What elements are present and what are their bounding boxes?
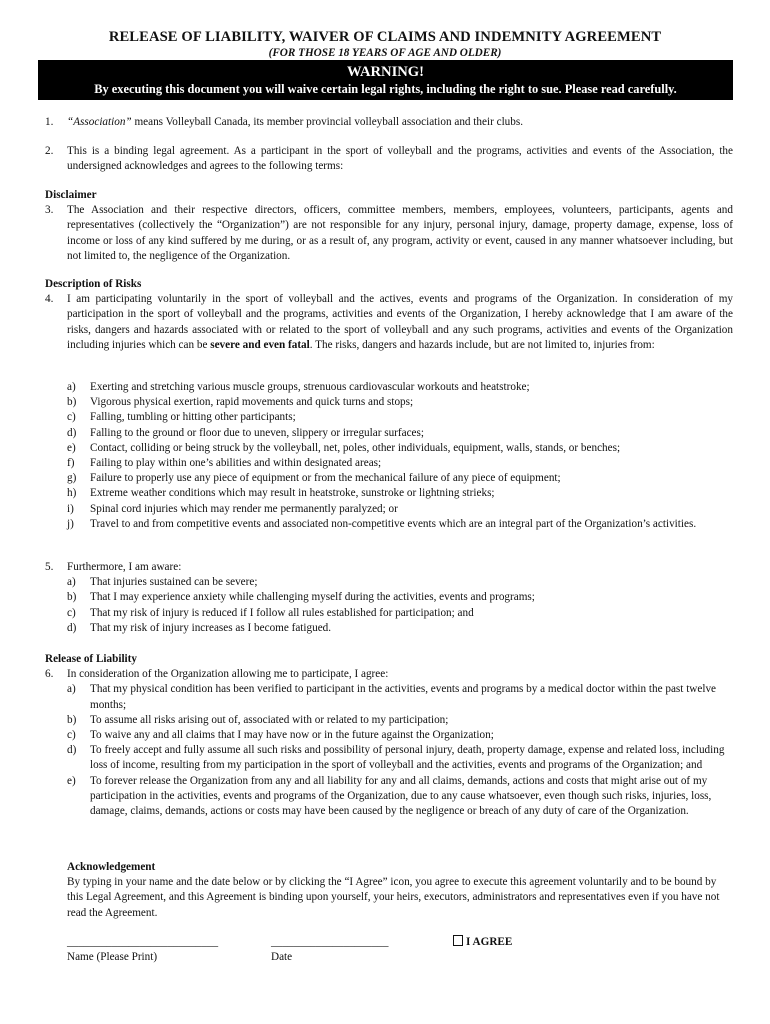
clause-number: 3. [45,204,54,217]
clause-text: means Volleyball Canada, its member provincial volleyball association and their clubs. [131,116,524,128]
agree-checkbox[interactable] [453,935,512,950]
clause-number: 1. [45,116,54,128]
name-label: Name (Please Print) [67,951,158,964]
list-item: e) Contact, colliding or being struck by the volleyball, net, poles, other individuals, equipment, walls, stands, or benches; [67,441,621,454]
clause-text-continued: . The risks, dangers and hazards include, but are not limited to, injuries from: [309,338,655,351]
list-item: h) Extreme weather conditions which may result in heatstroke, sunstroke or lightning strieks; [67,487,495,500]
date-field[interactable] [271,935,388,965]
warning-text: By executing this document you will waive certain legal rights, including the right to sue. Please read carefully. [94,82,677,96]
list-item: a) Exerting and stretching various muscle groups, strenuous cardiovascular workouts and heatstroke; [67,381,530,393]
list-item: c) To waive any and all claims that I may have now or in the future against the Organization; [67,729,494,742]
list-item: j) Travel to and from competitive events and associated non-competitive events which are an integral part of the Organization’s activities. [67,517,697,530]
list-item: d) That my risk of injury increases as I become fatigued. [67,621,332,634]
list-item: c) That my risk of injury is reduced if I follow all rules established for participation; and [67,606,474,619]
clause-1 [45,115,733,130]
list-item: d) To freely accept and fully assume all such risks and possibility of personal injury, death, property damage, expense and related loss, including loss of income, resulting from my participation in the sport of volleyball and the activities, events and programs of the Organization; and [67,744,725,772]
section-heading: Acknowledgement [67,861,156,873]
date-line[interactable]: _____________________ [271,936,389,948]
agree-label: I AGREE [466,936,513,948]
list-item: g) Failure to properly use any piece of equipment or from the mechanical failure of any piece of equipment; [67,472,561,485]
clause-number: 5. [45,561,54,573]
clause-2 [45,144,733,174]
list-item: b) To assume all risks arising out of, associated with or related to my participation; [67,713,449,726]
list-item: a) That injuries sustained can be severe; [67,576,258,589]
list-item: a) That my physical condition has been verified to participant in the activities, events and programs by a medical doctor within the past twelve months; [67,683,717,711]
date-label: Date [271,951,293,964]
document-title: RELEASE OF LIABILITY, WAIVER OF CLAIMS AND INDEMNITY AGREEMENT [108,29,662,45]
warning-banner [38,60,733,100]
section-heading: Disclaimer [45,189,97,201]
clause-number: 6. [45,668,54,681]
clause-text: The Association and their respective directors, officers, committee members, members, employees, volunteers, participants, agents and representatives (collectively the “Organization”) are not responsible for any injury, personal injury, damage, property damage, expense, loss of income or loss of any kind suffered by me during, or as a result of, any program, activity or event, caused in any manner whatsoever including, but not limited to, the negligence of the Organization. [67,204,733,262]
list-item: d) Falling to the ground or floor due to uneven, slippery or irregular surfaces; [67,426,424,439]
warning-heading: WARNING! [346,64,425,80]
list-item: b) Vigorous physical exertion, rapid movements and quick turns and stops; [67,396,414,409]
list-item: e) To forever release the Organization from any and all liability for any and all claims, demands, actions and costs that might arise out of my participation in the activities, events and programs of the Organization, due to any cause whatsoever, even though such risks, injuries, loss, damage, claims, demands, actions or costs may have been caused by the negligence or breach of any duty of care of the Organization. [67,774,712,818]
clause-text: I am participating voluntarily in the sport of volleyball and the actives, events and programs of the Organization. In consideration of my participation in the sport of volleyball and the programs, activities and events of the Organization, I hereby acknowledge that I am aware of the risks, dangers and hazards associated with or related to the sport of volleyball and any such programs, activities and events of the Organization including injuries which can be [67,293,733,351]
clause-number: 2. [45,145,54,157]
emphasis-text: severe and even fatal [210,338,310,351]
list-item: c) Falling, tumbling or hitting other participants; [67,411,296,424]
association-term: “Association” [67,116,132,128]
acknowledgement-section [67,860,733,921]
list-item: i) Spinal cord injuries which may render me permanently paralyzed; or [67,502,398,515]
acknowledgement-text: By typing in your name and the date below or by clicking the “I Agree” icon, you agree to execute this agreement voluntarily and to be bound by this Legal Agreement, and this Agreement is binding upon yourself, your heirs, executors, administrators and representatives even if you have not read the Agreement. [67,876,720,919]
release-section [45,652,733,819]
section-heading: Release of Liability [45,653,137,665]
name-line[interactable]: ___________________________ [67,936,219,948]
section-heading: Description of Risks [45,278,142,290]
list-item: f) Failing to play within one’s abilities and within designated areas; [67,457,382,470]
document-subtitle: (FOR THOSE 18 YEARS OF AGE AND OLDER) [268,47,502,59]
clause-number: 4. [45,293,54,306]
risks-section [45,277,733,353]
risks-list [45,380,733,532]
clause-text: Furthermore, I am aware: [67,561,182,573]
awareness-section [45,560,733,636]
clause-text: This is a binding legal agreement. As a participant in the sport of volleyball and the programs, activities and events of the Association, the undersigned acknowledges and agrees to the following terms: [67,145,733,173]
checkbox-icon[interactable] [453,935,463,946]
list-item: b) That I may experience anxiety while challenging myself during the activities, events and programs; [67,591,535,604]
clause-text: In consideration of the Organization allowing me to participate, I agree: [67,668,389,681]
name-field[interactable] [67,935,218,965]
disclaimer-section [45,188,733,264]
